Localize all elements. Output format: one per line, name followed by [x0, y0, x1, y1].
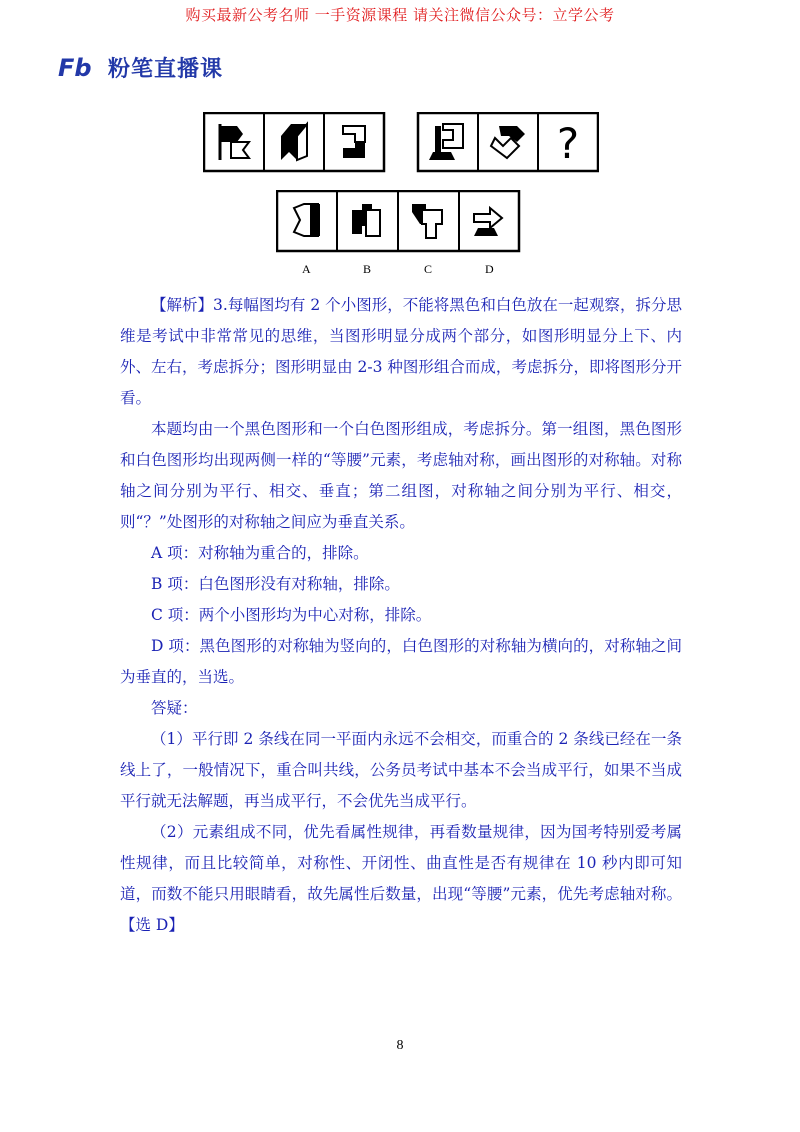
puzzle-options-figure — [276, 190, 522, 254]
option-b-note: B 项：白色图形没有对称轴，排除。 — [151, 575, 400, 593]
question-mark-icon: ? — [556, 119, 580, 168]
analysis-paragraph: 【解析】3.每幅图均有 2 个小图形，不能将黑色和白色放在一起观察，拆分思维是考试中非常常见的思维，当图形明显分成两个部分，如图形明显分上下、内外、左右，考虑拆分；图形明显由 2-3 种图形组合而成，考虑拆分，即将图形分开看。 — [120, 296, 682, 407]
page-number: 8 — [396, 1038, 404, 1053]
header-banner: 购买最新公考名师 一手资源课程 请关注微信公众号：立学公考 — [185, 6, 615, 24]
explanation-text — [120, 290, 682, 941]
option-label-c: C — [424, 262, 433, 276]
option-d-note: D 项：黑色图形的对称轴为竖向的，白色图形的对称轴为横向的，对称轴之间为垂直的，当选。 — [120, 637, 682, 686]
group-one — [204, 113, 384, 171]
group-two — [418, 113, 598, 171]
option-label-d: D — [485, 262, 494, 276]
logo-text: 粉笔直播课 — [108, 56, 224, 82]
fenbi-logo-icon — [58, 54, 102, 80]
option-c-note: C 项：两个小图形均为中心对称，排除。 — [151, 606, 432, 624]
qa-paragraph: （2）元素组成不同，优先看属性规律，再看数量规律，因为国考特别爱考属性规律，而且比较简单，对称性、开闭性、曲直性是否有规律在 10 秒内即可知道，而数不能只用眼睛看，故先属性后数量，出现“等腰”元素，优先考虑轴对称。【选 D】 — [120, 823, 682, 934]
logo-mark-text: Fb — [58, 54, 92, 80]
qa-heading: 答疑： — [151, 699, 198, 717]
option-label-a: A — [302, 262, 311, 276]
qa-paragraph: （1）平行即 2 条线在同一平面内永远不会相交，而重合的 2 条线已经在一条线上了，一般情况下，重合叫共线，公务员考试中基本不会当成平行，如果不当成平行就无法解题，再当成平行，不会优先当成平行。 — [120, 730, 682, 810]
option-label-b: B — [363, 262, 372, 276]
logo — [58, 52, 223, 82]
puzzle-question-figure — [203, 112, 599, 174]
analysis-paragraph: 本题均由一个黑色图形和一个白色图形组成，考虑拆分。第一组图，黑色图形和白色图形均出现两侧一样的“等腰”元素，考虑轴对称，画出图形的对称轴。对称轴之间分别为平行、相交、垂直；第二组图，对称轴之间分别为平行、相交，则“？”处图形的对称轴之间应为垂直关系。 — [120, 420, 682, 531]
option-a-note: A 项：对称轴为重合的，排除。 — [151, 544, 369, 562]
